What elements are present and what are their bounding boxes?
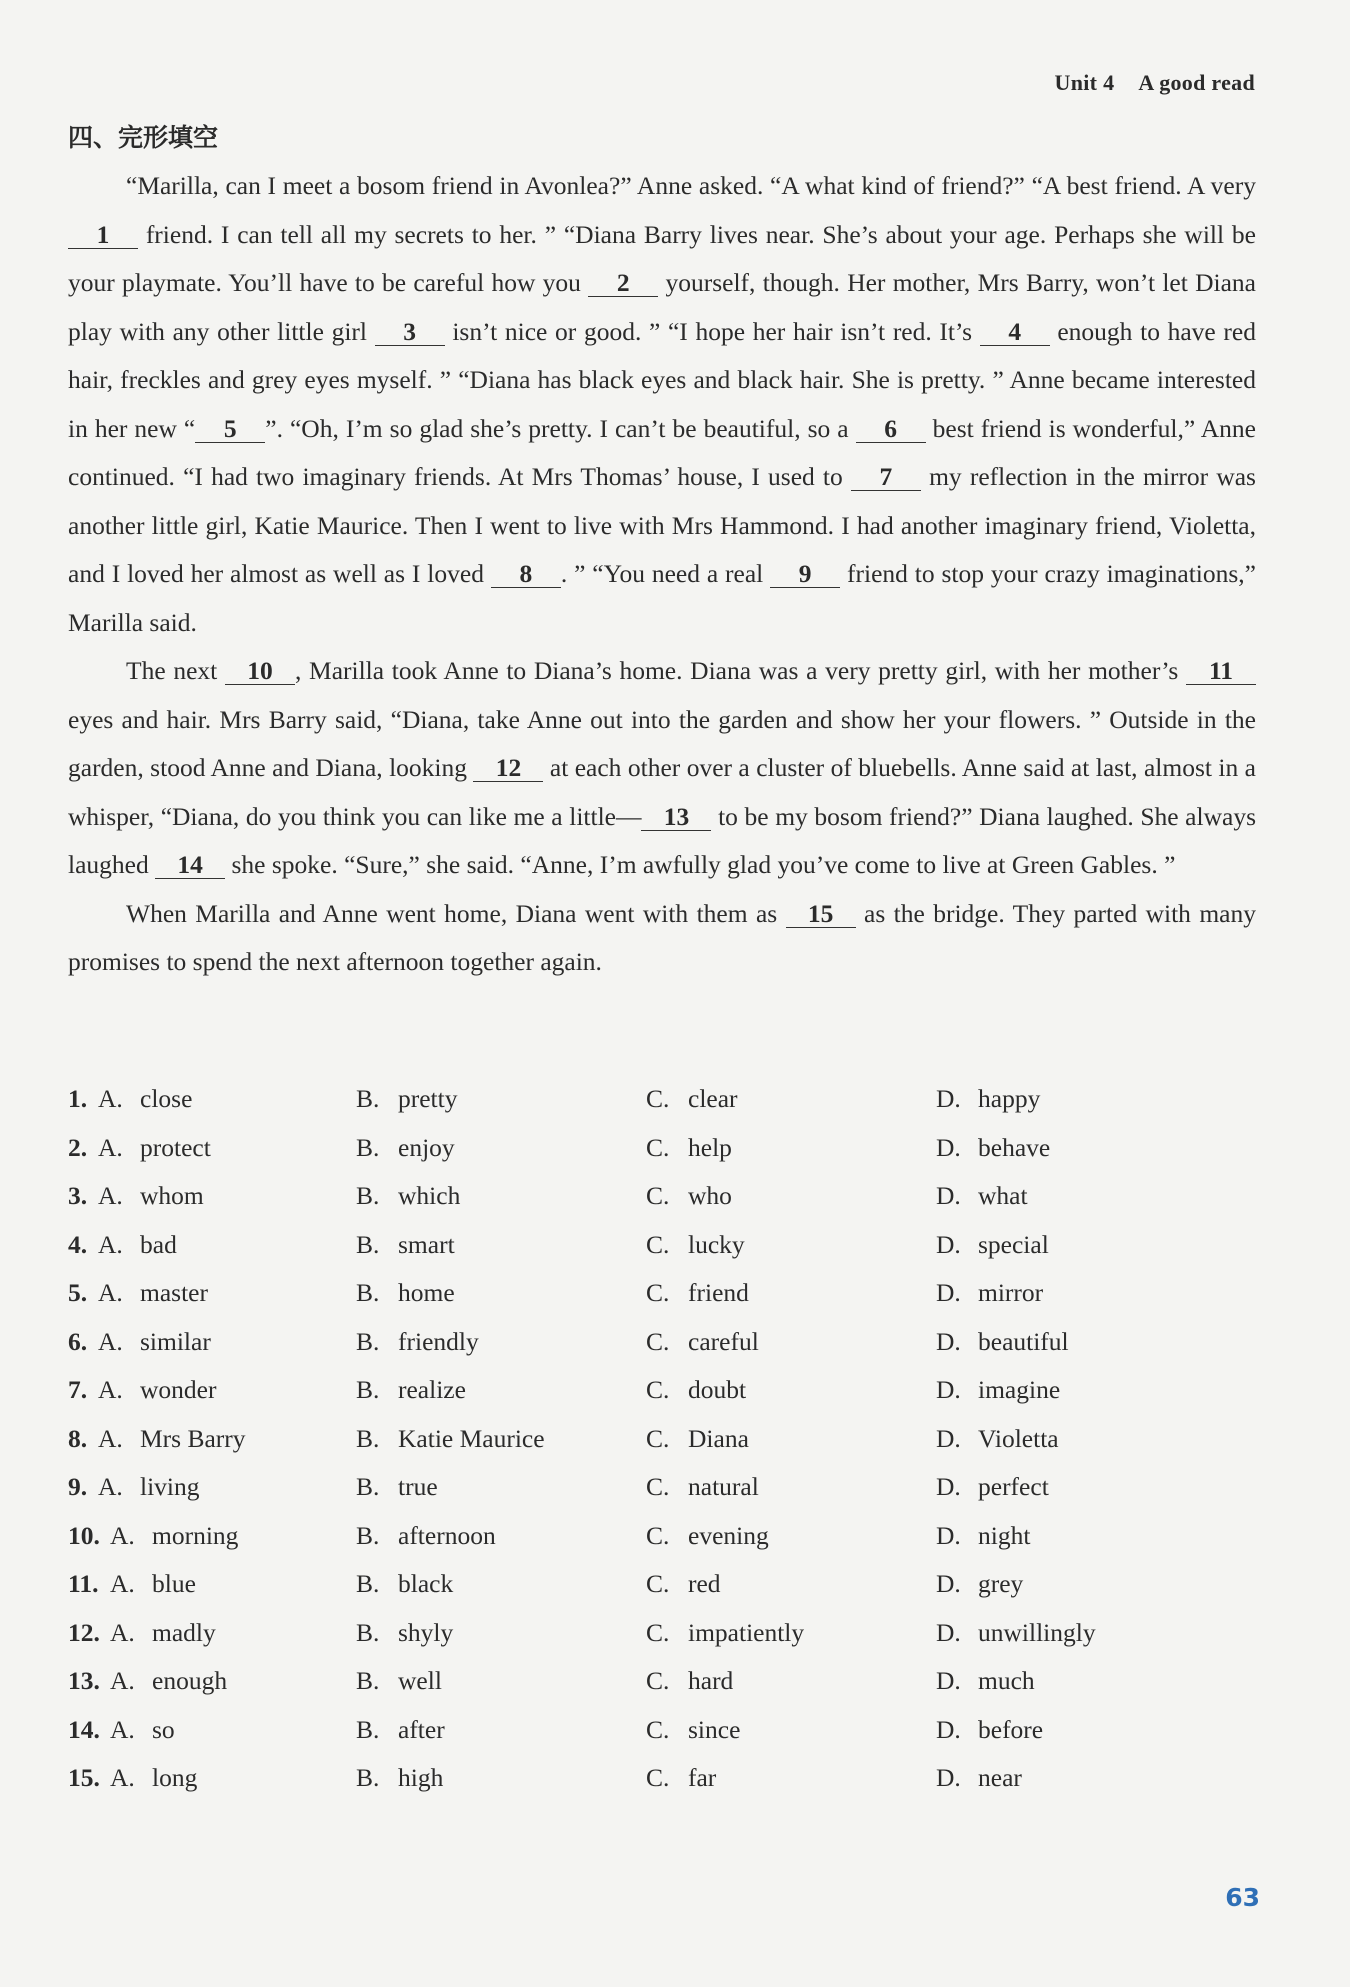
option-letter: D.: [936, 1132, 961, 1162]
running-header: [1055, 70, 1255, 96]
option-d: [936, 1327, 1226, 1357]
option-b: [356, 1375, 646, 1405]
question-number: 6.: [68, 1326, 88, 1356]
passage-text: she spoke. “Sure,” she said. “Anne, I’m awfully glad you’ve come to live at Green Gables. ”: [225, 850, 1176, 879]
option-text: beautiful: [978, 1326, 1069, 1356]
question-number: 10.: [68, 1520, 100, 1550]
option-a: [68, 1278, 356, 1308]
option-d: [936, 1569, 1226, 1599]
question-number: 5.: [68, 1278, 88, 1308]
option-a: [68, 1230, 356, 1260]
option-text: protect: [140, 1132, 211, 1162]
option-letter: D.: [936, 1229, 961, 1259]
option-b: [356, 1181, 646, 1211]
question-row: [68, 1124, 1268, 1173]
option-text: Violetta: [978, 1423, 1059, 1453]
option-b: [356, 1569, 646, 1599]
question-row: [68, 1075, 1268, 1124]
option-a: [68, 1084, 356, 1114]
option-text: long: [152, 1763, 198, 1793]
option-letter: D.: [936, 1423, 961, 1453]
unit-label: Unit 4: [1054, 70, 1115, 95]
option-letter: D.: [936, 1472, 961, 1502]
option-text: night: [978, 1520, 1031, 1550]
blank-7: 7: [851, 464, 921, 491]
question-number: 13.: [68, 1666, 100, 1696]
option-text: impatiently: [688, 1617, 805, 1647]
option-text: after: [398, 1714, 445, 1744]
option-text: smart: [398, 1229, 455, 1259]
option-b: [356, 1230, 646, 1260]
option-d: [936, 1181, 1226, 1211]
option-c: [646, 1375, 936, 1405]
option-d: [936, 1230, 1226, 1260]
option-letter: B.: [356, 1278, 380, 1308]
option-text: well: [398, 1666, 442, 1696]
passage-text: , Marilla took Anne to Diana’s home. Diana was a very pretty girl, with her mother’s: [294, 656, 1186, 685]
option-a: [68, 1327, 356, 1357]
question-number: 9.: [68, 1472, 88, 1502]
option-d: [936, 1375, 1226, 1405]
passage-paragraph-3: [68, 890, 1256, 987]
option-letter: D.: [936, 1617, 961, 1647]
question-number: 4.: [68, 1229, 88, 1259]
question-number: 7.: [68, 1375, 88, 1405]
blank-13: 13: [641, 804, 711, 831]
option-letter: D.: [936, 1520, 961, 1550]
option-text: red: [688, 1569, 721, 1599]
option-letter: A.: [98, 1326, 123, 1356]
option-text: black: [398, 1569, 454, 1599]
option-a: [68, 1375, 356, 1405]
option-a: [68, 1521, 356, 1551]
option-c: [646, 1278, 936, 1308]
option-text: hard: [688, 1666, 734, 1696]
option-text: grey: [978, 1569, 1024, 1599]
option-letter: A.: [98, 1229, 123, 1259]
question-row: [68, 1657, 1268, 1706]
option-letter: A.: [110, 1666, 135, 1696]
blank-2: 2: [588, 270, 658, 297]
option-b: [356, 1472, 646, 1502]
question-row: [68, 1269, 1268, 1318]
question-number: 14.: [68, 1714, 100, 1744]
option-b: [356, 1521, 646, 1551]
question-number: 8.: [68, 1423, 88, 1453]
question-row: [68, 1415, 1268, 1464]
passage-text: . ” “You need a real: [560, 559, 771, 588]
option-text: similar: [140, 1326, 211, 1356]
option-text: realize: [398, 1375, 466, 1405]
option-text: madly: [152, 1617, 216, 1647]
blank-11: 11: [1186, 658, 1256, 685]
option-text: clear: [688, 1084, 738, 1114]
option-text: special: [978, 1229, 1049, 1259]
option-c: [646, 1763, 936, 1793]
option-text: living: [140, 1472, 200, 1502]
passage-text: When Marilla and Anne went home, Diana went with them as: [126, 898, 786, 928]
option-c: [646, 1133, 936, 1163]
option-text: pretty: [398, 1084, 458, 1114]
option-letter: C.: [646, 1132, 670, 1162]
blank-3: 3: [375, 319, 445, 346]
question-row: [68, 1318, 1268, 1367]
option-b: [356, 1763, 646, 1793]
option-letter: C.: [646, 1763, 670, 1793]
option-text: whom: [140, 1181, 204, 1211]
passage-text: my reflection in the mirror was another little girl, Katie Maurice. Then I went to live with Mrs Hammond. I had another imaginary friend, Violetta, and I loved her almost as well as I loved: [68, 462, 1256, 588]
option-a: [68, 1472, 356, 1502]
page-number: 63: [1225, 1883, 1260, 1912]
option-letter: C.: [646, 1423, 670, 1453]
passage-text: eyes and hair. Mrs Barry said, “Diana, take Anne out into the garden and show her your flowers. ” Outside in the garden, stood Anne and Diana, looking: [68, 704, 1256, 782]
option-letter: D.: [936, 1375, 961, 1405]
option-letter: D.: [936, 1569, 961, 1599]
cloze-passage: [68, 162, 1256, 987]
blank-5: 5: [195, 416, 265, 443]
option-c: [646, 1569, 936, 1599]
option-a: [68, 1715, 356, 1745]
option-letter: C.: [646, 1084, 670, 1114]
unit-title: A good read: [1138, 70, 1255, 95]
blank-1: 1: [68, 222, 138, 249]
option-letter: C.: [646, 1181, 670, 1211]
question-row: [68, 1706, 1268, 1755]
blank-9: 9: [770, 561, 840, 588]
option-d: [936, 1278, 1226, 1308]
option-d: [936, 1084, 1226, 1114]
option-b: [356, 1327, 646, 1357]
option-c: [646, 1327, 936, 1357]
option-text: natural: [688, 1472, 759, 1502]
answer-options: [68, 1075, 1268, 1803]
option-text: before: [978, 1714, 1044, 1744]
question-row: [68, 1172, 1268, 1221]
option-letter: A.: [98, 1132, 123, 1162]
option-text: home: [398, 1278, 455, 1308]
option-text: much: [978, 1666, 1035, 1696]
option-a: [68, 1424, 356, 1454]
option-letter: B.: [356, 1181, 380, 1211]
option-letter: C.: [646, 1326, 670, 1356]
option-d: [936, 1424, 1226, 1454]
blank-15: 15: [786, 901, 856, 928]
option-b: [356, 1133, 646, 1163]
option-c: [646, 1715, 936, 1745]
option-letter: B.: [356, 1666, 380, 1696]
option-text: near: [978, 1763, 1022, 1793]
option-letter: B.: [356, 1132, 380, 1162]
option-letter: B.: [356, 1617, 380, 1647]
option-d: [936, 1472, 1226, 1502]
option-text: mirror: [978, 1278, 1044, 1308]
option-text: wonder: [140, 1375, 217, 1405]
passage-text: enough to have red hair, freckles and grey eyes myself. ” “Diana has black eyes and black hair. She is pretty. ” Anne became interested in her new “: [68, 316, 1256, 443]
option-b: [356, 1618, 646, 1648]
question-row: [68, 1366, 1268, 1415]
option-letter: A.: [98, 1423, 123, 1453]
option-letter: A.: [98, 1472, 123, 1502]
option-text: master: [140, 1278, 208, 1308]
option-text: imagine: [978, 1375, 1061, 1405]
option-letter: D.: [936, 1278, 961, 1308]
option-text: since: [688, 1714, 741, 1744]
question-row: [68, 1754, 1268, 1803]
option-letter: A.: [110, 1714, 135, 1744]
option-d: [936, 1521, 1226, 1551]
option-text: so: [152, 1714, 175, 1744]
option-letter: A.: [98, 1084, 123, 1114]
passage-text: friend. I can tell all my secrets to her. ” “Diana Barry lives near. She’s about your age. Perhaps she will be your playmate. You’ll have to be careful how you: [68, 219, 1256, 297]
blank-14: 14: [155, 852, 225, 879]
option-text: who: [688, 1181, 732, 1211]
option-letter: B.: [356, 1520, 380, 1550]
option-letter: B.: [356, 1763, 380, 1793]
option-letter: B.: [356, 1229, 380, 1259]
question-number: 12.: [68, 1617, 100, 1647]
option-letter: D.: [936, 1181, 961, 1211]
option-text: close: [140, 1084, 193, 1114]
question-number: 1.: [68, 1084, 88, 1114]
option-text: what: [978, 1181, 1028, 1211]
option-a: [68, 1569, 356, 1599]
section-title: 四、完形填空: [68, 123, 219, 152]
option-letter: D.: [936, 1084, 961, 1114]
option-text: afternoon: [398, 1520, 496, 1550]
option-letter: C.: [646, 1375, 670, 1405]
question-row: [68, 1221, 1268, 1270]
option-d: [936, 1618, 1226, 1648]
option-text: morning: [152, 1520, 239, 1550]
passage-text: at each other over a cluster of bluebells. Anne said at last, almost in a whisper, “Diana, do you think you can like me a little—: [68, 753, 1256, 831]
option-letter: B.: [356, 1569, 380, 1599]
option-text: Katie Maurice: [398, 1423, 545, 1453]
option-letter: C.: [646, 1714, 670, 1744]
option-letter: C.: [646, 1472, 670, 1502]
option-text: Diana: [688, 1423, 749, 1453]
passage-paragraph-1: [68, 162, 1256, 647]
option-c: [646, 1181, 936, 1211]
option-letter: D.: [936, 1666, 961, 1696]
option-a: [68, 1618, 356, 1648]
blank-12: 12: [473, 755, 543, 782]
option-text: shyly: [398, 1617, 454, 1647]
option-text: friendly: [398, 1326, 479, 1356]
passage-paragraph-2: [68, 647, 1256, 890]
option-letter: C.: [646, 1278, 670, 1308]
option-letter: A.: [110, 1763, 135, 1793]
option-letter: A.: [98, 1375, 123, 1405]
option-text: perfect: [978, 1472, 1049, 1502]
option-a: [68, 1666, 356, 1696]
option-b: [356, 1424, 646, 1454]
option-letter: C.: [646, 1666, 670, 1696]
option-d: [936, 1763, 1226, 1793]
question-row: [68, 1512, 1268, 1561]
option-letter: B.: [356, 1375, 380, 1405]
option-text: true: [398, 1472, 438, 1502]
question-number: 11.: [68, 1569, 99, 1599]
option-text: help: [688, 1132, 732, 1162]
option-a: [68, 1133, 356, 1163]
question-number: 3.: [68, 1181, 88, 1211]
option-c: [646, 1424, 936, 1454]
passage-text: “Marilla, can I meet a bosom friend in Avonlea?” Anne asked. “A what kind of friend?” “A best friend. A very: [126, 171, 1256, 200]
option-letter: D.: [936, 1326, 961, 1356]
option-letter: C.: [646, 1229, 670, 1259]
option-text: blue: [152, 1569, 196, 1599]
option-text: evening: [688, 1520, 769, 1550]
option-letter: B.: [356, 1326, 380, 1356]
option-text: which: [398, 1181, 461, 1211]
option-letter: A.: [110, 1617, 135, 1647]
passage-text: The next: [126, 656, 225, 685]
passage-text: friend to stop your crazy imaginations,” Marilla said.: [68, 559, 1256, 637]
passage-text: best friend is wonderful,” Anne continued. “I had two imaginary friends. At Mrs Thomas’ house, I used to: [68, 413, 1256, 491]
option-letter: A.: [98, 1278, 123, 1308]
option-c: [646, 1618, 936, 1648]
option-letter: C.: [646, 1520, 670, 1550]
blank-8: 8: [491, 561, 561, 588]
option-a: [68, 1763, 356, 1793]
question-row: [68, 1609, 1268, 1658]
question-number: 15.: [68, 1763, 100, 1793]
option-letter: A.: [110, 1520, 135, 1550]
option-c: [646, 1084, 936, 1114]
passage-text: to be my bosom friend?” Diana laughed. She always laughed: [68, 801, 1256, 879]
option-c: [646, 1472, 936, 1502]
option-letter: A.: [110, 1569, 135, 1599]
passage-text: ”. “Oh, I’m so glad she’s pretty. I can’t be beautiful, so a: [265, 413, 856, 443]
option-c: [646, 1666, 936, 1696]
option-c: [646, 1521, 936, 1551]
option-letter: C.: [646, 1569, 670, 1599]
option-text: doubt: [688, 1375, 747, 1405]
option-text: friend: [688, 1278, 749, 1308]
option-text: enough: [152, 1666, 228, 1696]
option-a: [68, 1181, 356, 1211]
option-d: [936, 1666, 1226, 1696]
option-c: [646, 1230, 936, 1260]
option-letter: B.: [356, 1423, 380, 1453]
blank-6: 6: [856, 416, 926, 443]
passage-text: isn’t nice or good. ” “I hope her hair isn’t red. It’s: [444, 316, 980, 346]
option-b: [356, 1084, 646, 1114]
option-text: Mrs Barry: [140, 1423, 246, 1453]
option-letter: D.: [936, 1763, 961, 1793]
option-d: [936, 1715, 1226, 1745]
option-letter: C.: [646, 1617, 670, 1647]
option-letter: A.: [98, 1181, 123, 1211]
option-letter: B.: [356, 1714, 380, 1744]
blank-4: 4: [980, 319, 1050, 346]
option-text: behave: [978, 1132, 1051, 1162]
option-text: careful: [688, 1326, 759, 1356]
option-b: [356, 1666, 646, 1696]
passage-text: as the bridge. They parted with many promises to spend the next afternoon together again.: [68, 898, 1256, 976]
question-row: [68, 1560, 1268, 1609]
option-text: unwillingly: [978, 1617, 1096, 1647]
option-b: [356, 1715, 646, 1745]
option-text: high: [398, 1763, 444, 1793]
question-row: [68, 1463, 1268, 1512]
option-d: [936, 1133, 1226, 1163]
question-number: 2.: [68, 1132, 88, 1162]
option-text: far: [688, 1763, 717, 1793]
option-text: bad: [140, 1229, 177, 1259]
passage-text: yourself, though. Her mother, Mrs Barry, won’t let Diana play with any other little girl: [68, 268, 1256, 346]
option-text: happy: [978, 1084, 1041, 1114]
option-text: enjoy: [398, 1132, 455, 1162]
option-letter: D.: [936, 1714, 961, 1744]
option-letter: B.: [356, 1084, 380, 1114]
option-b: [356, 1278, 646, 1308]
option-letter: B.: [356, 1472, 380, 1502]
blank-10: 10: [225, 658, 295, 685]
option-text: lucky: [688, 1229, 745, 1259]
